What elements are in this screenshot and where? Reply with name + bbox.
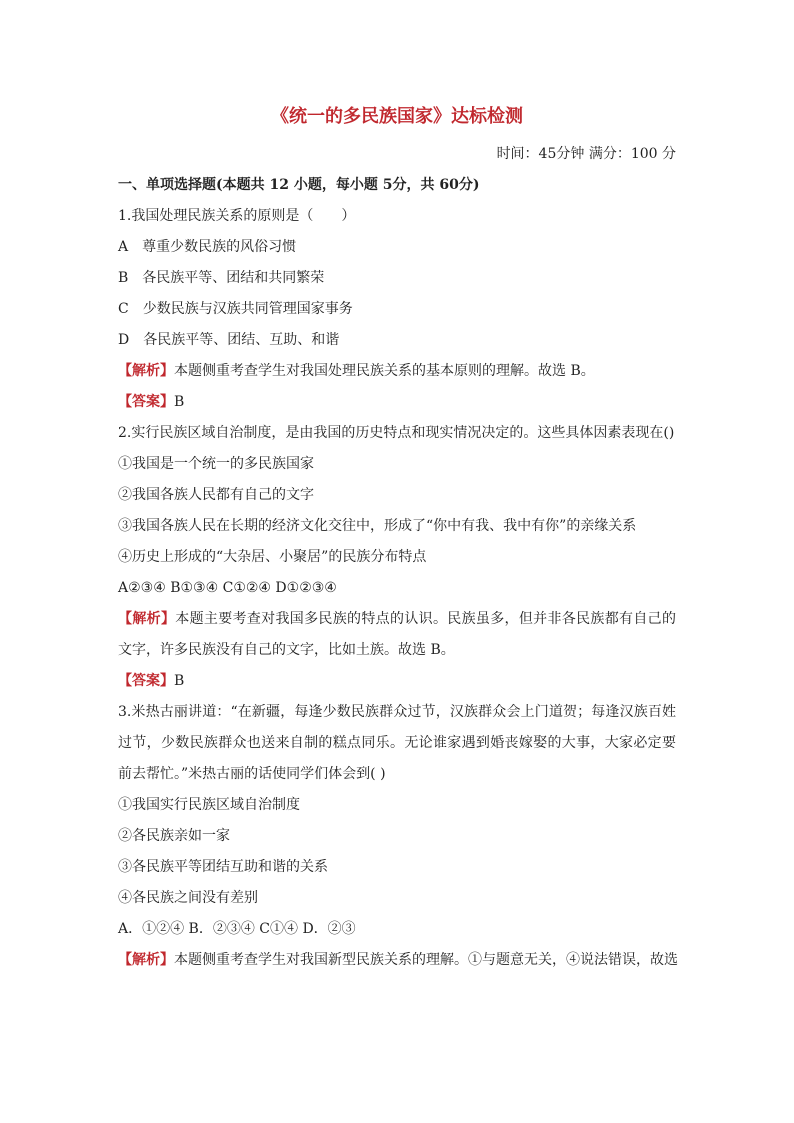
answer-tag: 【答案】 [118,394,174,410]
question-3-stem: 3.米热古丽讲道：“在新疆，每逢少数民族群众过节，汉族群众会上门道贺；每逢汉族百姓过节，少数民族群众也送来自制的糕点同乐。无论谁家遇到婚丧嫁娶的大事，大家必定要前去帮忙。”米热古丽的话使同学们体会到( ) [118,704,676,782]
question-1-option-a: A 尊重少数民族的风俗习惯 [118,239,297,255]
analysis-text: 本题侧重考查学生对我国新型民族关系的理解。①与题意无关，④说法错误，故选 [174,952,678,968]
exam-meta: 时间：45分钟 满分：100 分 [496,146,676,162]
question-2-item: ②我国各族人民都有自己的文字 [118,487,314,503]
section-heading: 一、单项选择题(本题共 12 小题，每小题 5分，共 60分) [118,177,480,193]
question-2-analysis [118,604,676,666]
question-1-answer [118,387,676,418]
question-2-item: ①我国是一个统一的多民族国家 [118,456,314,472]
document-title: 《统一的多民族国家》达标检测 [271,106,523,127]
analysis-tag: 【解析】 [118,611,176,627]
question-3-item: ②各民族亲如一家 [118,828,230,844]
question-2-item: ③我国各族人民在长期的经济文化交往中，形成了“你中有我、我中有你”的亲缘关系 [118,518,637,534]
answer-tag: 【答案】 [118,673,174,689]
question-3-item: ①我国实行民族区域自治制度 [118,797,300,813]
question-2-stem: 2.实行民族区域自治制度，是由我国的历史特点和现实情况决定的。这些具体因素表现在() [118,425,675,441]
question-1-stem: 1.我国处理民族关系的原则是（ ） [118,208,356,224]
question-3-choices: A．①②④ B．②③④ C①④ D．②③ [118,921,356,937]
answer-value: B [174,394,185,410]
question-1-option-b: B 各民族平等、团结和共同繁荣 [118,270,325,286]
answer-value: B [174,673,185,689]
analysis-tag: 【解析】 [118,363,174,379]
question-1-analysis [118,356,676,387]
question-1-option-c: C 少数民族与汉族共同管理国家事务 [118,301,353,317]
question-3-item: ③各民族平等团结互助和谐的关系 [118,859,328,875]
question-3-analysis [118,945,676,976]
analysis-tag: 【解析】 [118,952,174,968]
analysis-text: 本题主要考查对我国多民族的特点的认识。民族虽多，但并非各民族都有自己的文字，许多民族没有自己的文字，比如土族。故选 B。 [118,611,677,658]
question-3-item: ④各民族之间没有差别 [118,890,258,906]
analysis-text: 本题侧重考查学生对我国处理民族关系的基本原则的理解。故选 B。 [174,363,595,379]
question-2-answer [118,666,676,697]
question-1-option-d: D 各民族平等、团结、互助、和谐 [118,332,340,348]
question-2-item: ④历史上形成的“大杂居、小聚居”的民族分布特点 [118,549,427,565]
question-2-choices: A②③④ B①③④ C①②④ D①②③④ [118,580,337,596]
